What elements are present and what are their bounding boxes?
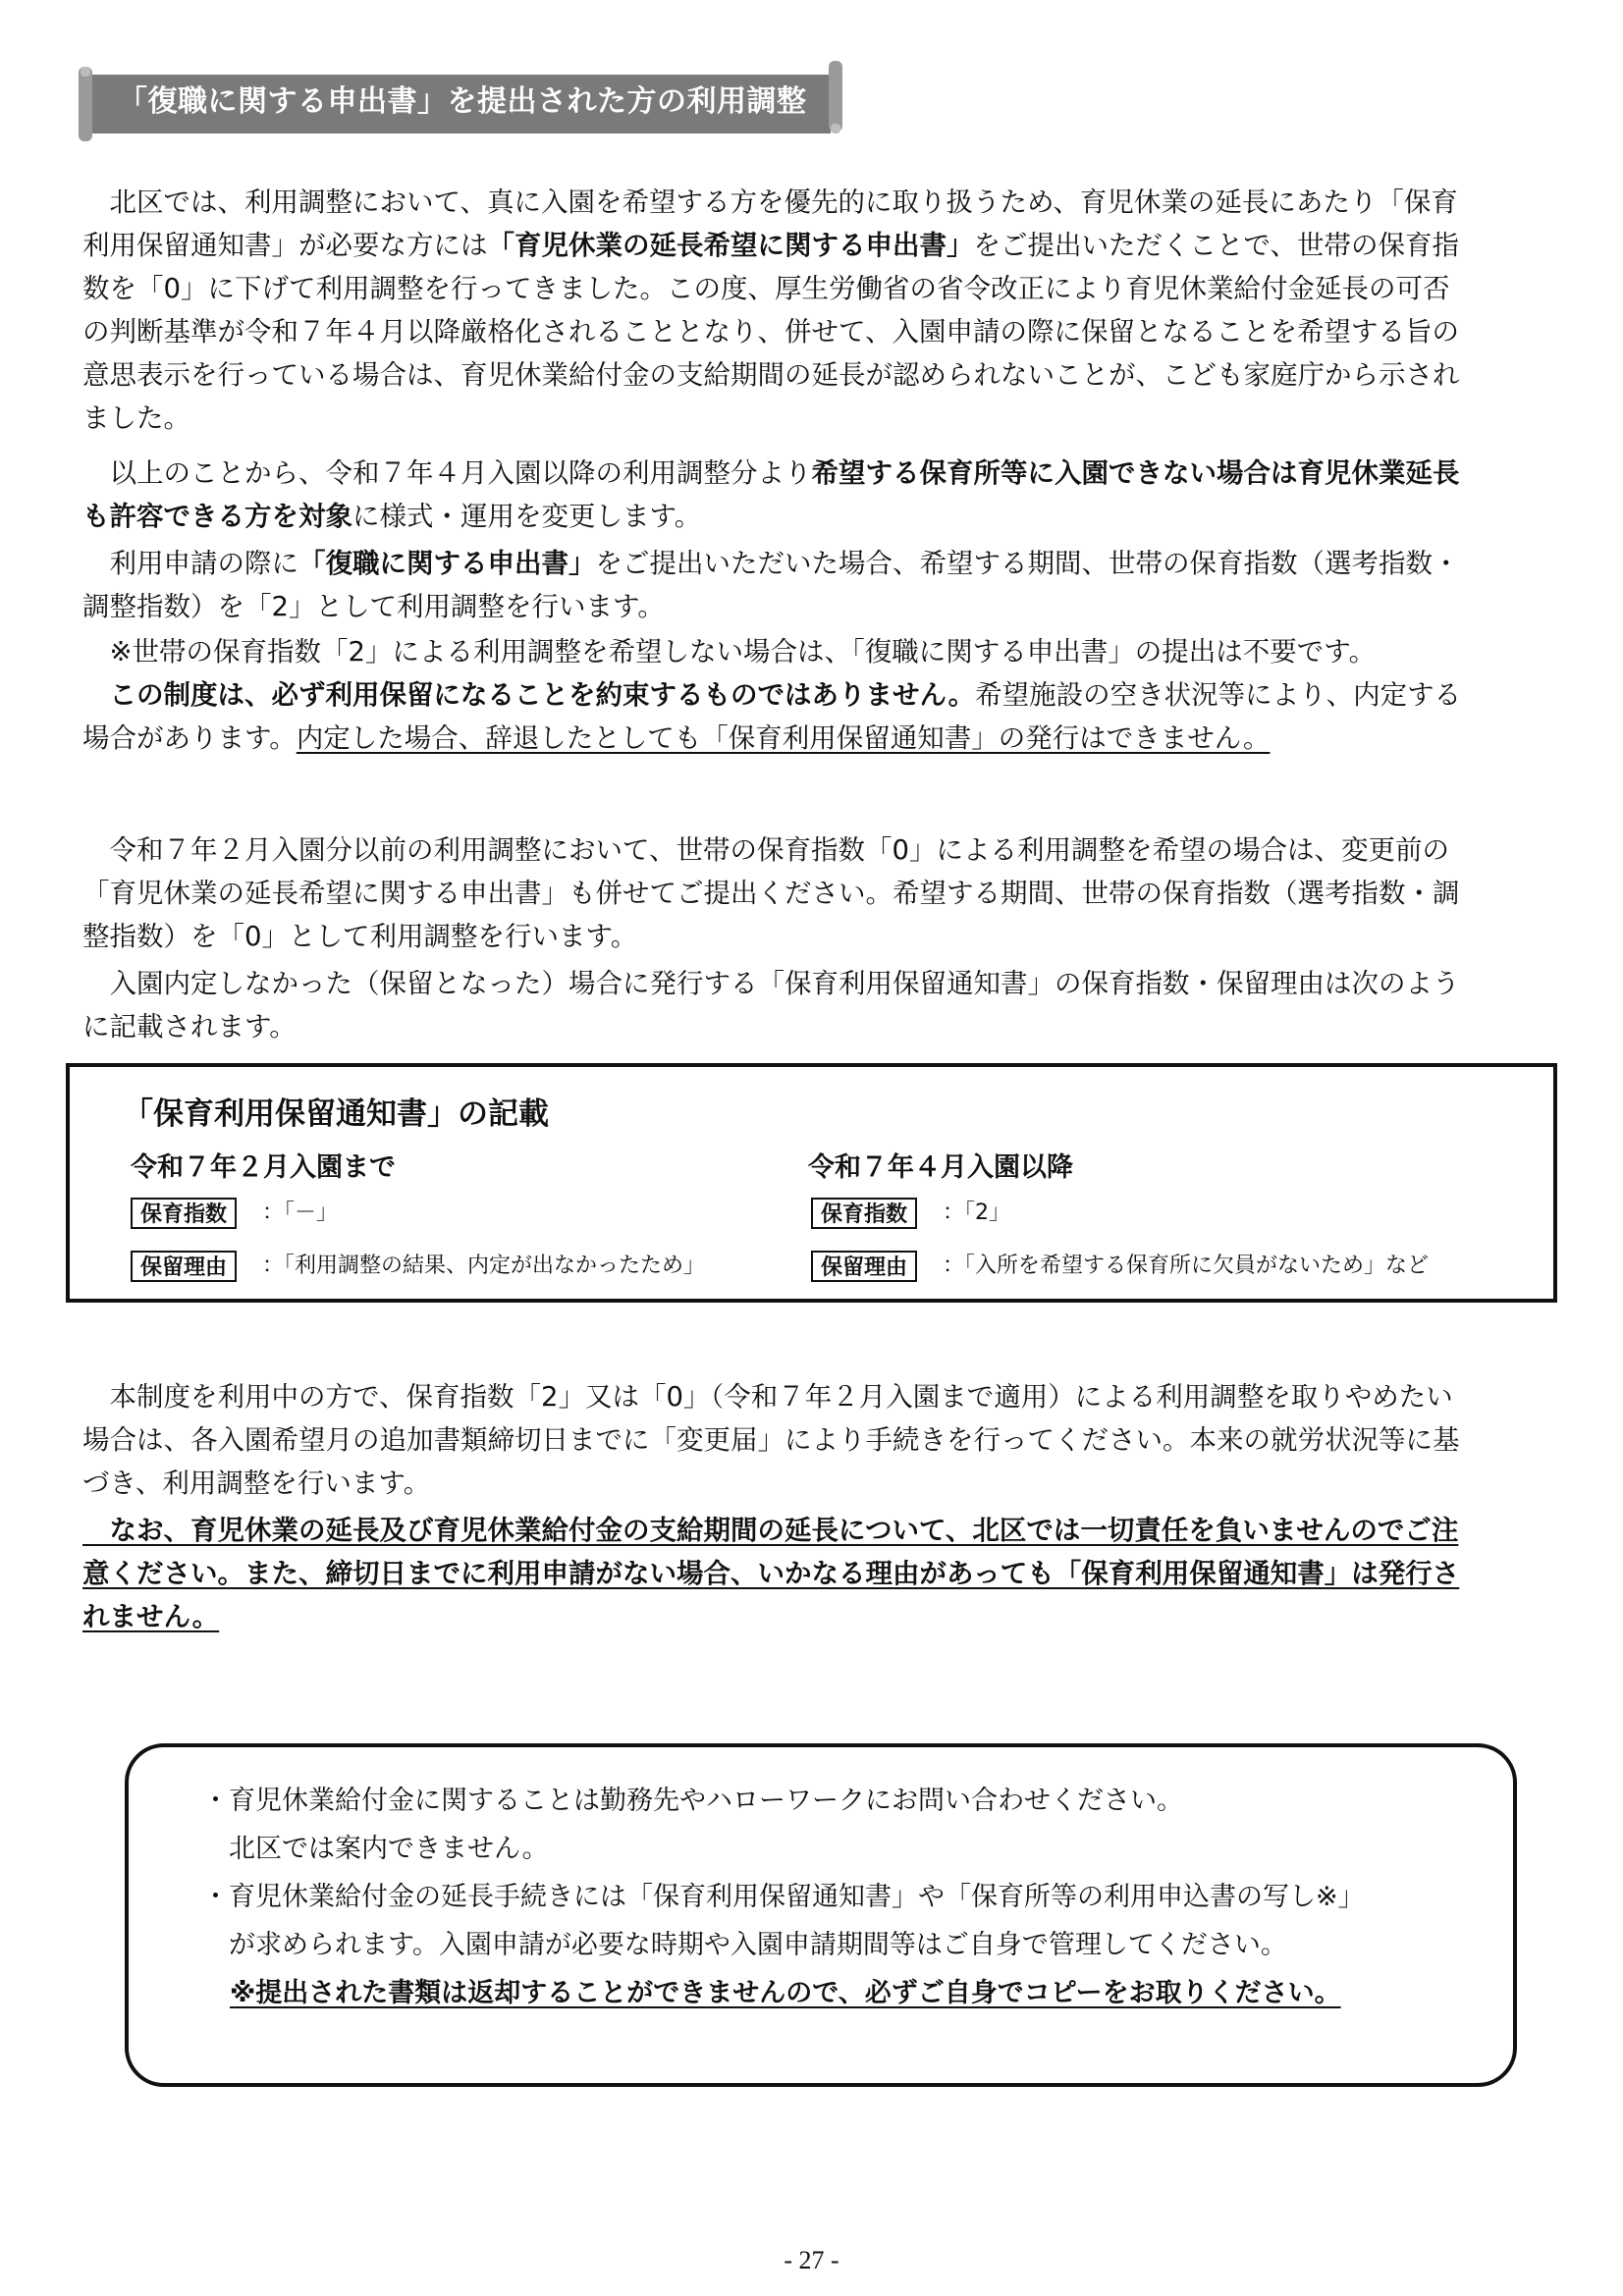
section1-paragraph5 (82, 673, 1555, 760)
notice-title: 「保育利用保留通知書」の記載 (123, 1096, 549, 1132)
emphasis-text: この制度は、必ず利用保留になることを約束するものではありません。 (82, 679, 976, 711)
info-text (202, 1777, 1623, 2017)
info-line: ・育児休業給付金の延長手続きには「保育利用保留通知書」や「保育所等の利用申込書の写し※」 (202, 1882, 1365, 1912)
text-line: に記載されます。 (82, 1011, 297, 1042)
text-line: 以上のことから、令和７年４月入園以降の利用調整分より希望する保育所等に入園できない場合は育児休業延長 (82, 457, 1460, 489)
info-box (125, 1743, 1517, 2087)
emphasis-text: 「育児休業の延長希望に関する申出書」 (487, 230, 974, 261)
text-line: 利用保留通知書」が必要な方には「育児休業の延長希望に関する申出書」をご提出いただくことで、世帯の保育指 (82, 230, 1459, 261)
text-line: 場合は、各入園希望月の追加書類締切日までに「変更届」により手続きを行ってください。本来の就労状況等に基 (82, 1424, 1460, 1456)
section2-paragraph1 (82, 828, 1555, 958)
page-title: 「復職に関する申出書」を提出された方の利用調整 (118, 84, 807, 119)
section3-paragraph1 (82, 1375, 1555, 1505)
text-line: 数を「0」に下げて利用調整を行ってきました。この度、厚生労働省の省令改正により育児休業給付金延長の可否 (82, 273, 1450, 304)
page-number: - 27 - (784, 2246, 839, 2274)
text-line: 調整指数）を「2」として利用調整を行います。 (82, 591, 665, 622)
text-line: この制度は、必ず利用保留になることを約束するものではありません。希望施設の空き状況等により、内定する (82, 679, 1462, 711)
reason-tag: 保留理由 (811, 1251, 917, 1282)
text-line: 「育児休業の延長希望に関する申出書」も併せてご提出ください。希望する期間、世帯の保育指数（選考指数・調 (82, 878, 1460, 909)
text-line: 意思表示を行っている場合は、育児休業給付金の支給期間の延長が認められないことが、こども家庭庁から示され (82, 359, 1460, 391)
section1-paragraph2 (82, 452, 1555, 538)
underlined-text: 内定した場合、辞退したとしても「保育利用保留通知書」の発行はできません。 (296, 722, 1271, 754)
emphasis-text: も許容できる方を対象 (82, 501, 352, 532)
text-line: 入園内定しなかった（保留となった）場合に発行する「保育利用保留通知書」の保育指数・保留理由は次のよう (82, 968, 1460, 999)
info-line: ・育児休業給付金に関することは勤務先やハローワークにお問い合わせください。 (202, 1786, 1183, 1816)
text-line: 北区では、利用調整において、真に入園を希望する方を優先的に取り扱うため、育児休業の延長にあたり「保育 (82, 187, 1458, 218)
reason-value: ：「入所を希望する保育所に欠員がないため」など (943, 1254, 1430, 1278)
text-line: 整指数）を「0」として利用調整を行います。 (82, 921, 638, 952)
text-line: づき、利用調整を行います。 (82, 1468, 431, 1499)
index-value: ：「－」 (262, 1201, 339, 1225)
index-tag: 保育指数 (131, 1198, 237, 1229)
section3-paragraph2 (82, 1509, 1555, 1638)
left-column-heading: 令和７年２月入園まで (131, 1152, 396, 1183)
section1-paragraph1 (82, 181, 1555, 440)
info-line: 北区では案内できません。 (202, 1834, 549, 1864)
index-value: ：「2」 (943, 1201, 1010, 1225)
emphasis-text: 希望する保育所等に入園できない場合は育児休業延長 (811, 457, 1460, 489)
underlined-text: なお、育児休業の延長及び育児休業給付金の支給期間の延長について、北区では一切責任を負いませんのでご注 (82, 1515, 1459, 1546)
reason-value: ：「利用調整の結果、内定が出なかったため」 (262, 1254, 706, 1278)
section1-note (82, 630, 1555, 673)
underlined-text: れません。 (82, 1601, 220, 1632)
text-line: 利用申請の際に「復職に関する申出書」をご提出いただいた場合、希望する期間、世帯の保育指数（選考指数・ (82, 548, 1460, 579)
title-banner (79, 61, 844, 143)
text-line: 令和７年２月入園分以前の利用調整において、世帯の保育指数「0」による利用調整を希望の場合は、変更前の (82, 834, 1449, 866)
info-line: が求められます。入園申請が必要な時期や入園申請期間等はご自身で管理してください。 (202, 1930, 1287, 1960)
text-line: も許容できる方を対象に様式・運用を変更します。 (82, 501, 702, 532)
underlined-text: 意ください。また、締切日までに利用申請がない場合、いかなる理由があっても「保育利用保留通知書」は発行さ (82, 1558, 1460, 1589)
section1-paragraph3 (82, 542, 1555, 628)
index-tag: 保育指数 (811, 1198, 917, 1229)
section2-paragraph2 (82, 962, 1555, 1048)
emphasis-text: 「復職に関する申出書」 (298, 548, 596, 579)
text-line: 場合があります。内定した場合、辞退したとしても「保育利用保留通知書」の発行はできません。 (82, 722, 1271, 754)
text-line: の判断基準が令和７年４月以降厳格化されることとなり、併せて、入園申請の際に保留となることを希望する旨の (82, 316, 1459, 347)
text-line: 本制度を利用中の方で、保育指数「2」又は「0」（令和７年２月入園まで適用）による利用調整を取りやめたい (82, 1381, 1453, 1413)
reason-tag: 保留理由 (131, 1251, 237, 1282)
notice-box (66, 1063, 1557, 1303)
text-line: ました。 (82, 402, 190, 434)
info-warning: ※提出された書類は返却することができませんので、必ずご自身でコピーをお取りください。 (230, 1978, 1341, 2008)
right-column-heading: 令和７年４月入園以降 (808, 1152, 1073, 1183)
text-line: ※世帯の保育指数「2」による利用調整を希望しない場合は、「復職に関する申出書」の提出は不要です。 (82, 636, 1377, 667)
